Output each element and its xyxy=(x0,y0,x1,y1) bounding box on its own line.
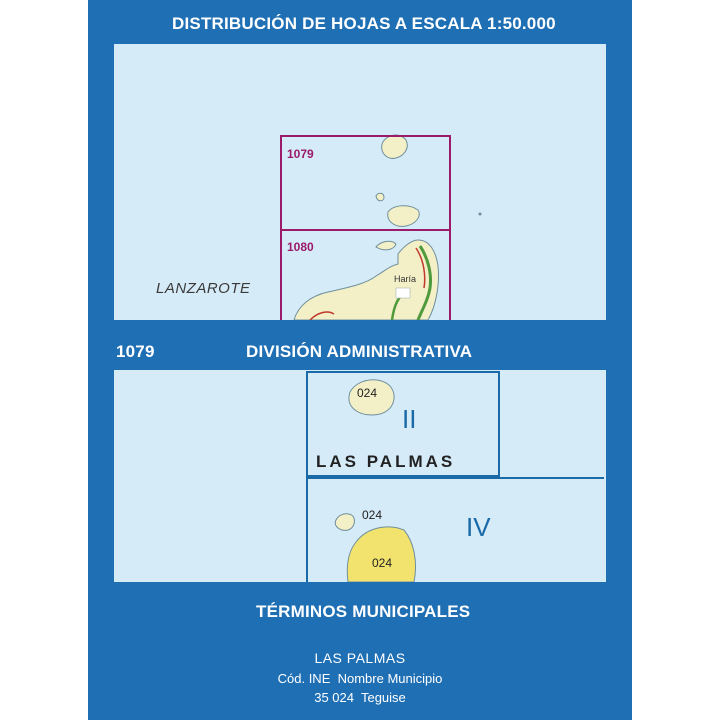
municipality-code-1: 024 xyxy=(357,386,378,400)
municipality-code-3: 024 xyxy=(372,556,393,570)
islet-small xyxy=(376,241,396,250)
municipality-row: 35 024 Teguise xyxy=(314,690,406,705)
islet-graciosa-admin xyxy=(347,527,415,582)
lanzarote-landmass xyxy=(294,240,439,320)
administrative-division-svg xyxy=(114,370,606,582)
map-sheet-panel xyxy=(88,0,632,720)
town-label: Haría xyxy=(394,274,417,284)
islet-alegranza xyxy=(382,135,408,158)
town-marker xyxy=(396,288,410,298)
islet-montana-clara-admin xyxy=(335,514,354,531)
sheet-distribution-svg xyxy=(114,44,606,320)
municipality-table-header: Cód. INE Nombre Municipio xyxy=(277,671,443,686)
sheet-number-1079: 1079 xyxy=(287,147,314,161)
municipalities-title: TÉRMINOS MUNICIPALES xyxy=(256,602,471,621)
municipality-code-2: 024 xyxy=(362,508,383,522)
islet-dot xyxy=(479,213,482,216)
sheet-distribution-map xyxy=(114,44,606,320)
administrative-division-title: DIVISIÓN ADMINISTRATIVA xyxy=(246,342,473,361)
province-label: LAS PALMAS xyxy=(316,452,456,471)
administrative-division-map xyxy=(114,370,606,582)
quadrant-iv-label: IV xyxy=(466,512,491,542)
sheet-number-label: 1079 xyxy=(116,342,155,361)
islet-montana-clara xyxy=(376,193,384,201)
sheet-number-1080: 1080 xyxy=(287,240,314,254)
distribution-title: DISTRIBUCIÓN DE HOJAS A ESCALA 1:50.000 xyxy=(172,14,556,33)
quadrant-ii-label: II xyxy=(402,404,417,434)
province-name: LAS PALMAS xyxy=(314,650,406,666)
island-label: LANZAROTE xyxy=(156,280,251,297)
islet-graciosa xyxy=(388,206,420,227)
